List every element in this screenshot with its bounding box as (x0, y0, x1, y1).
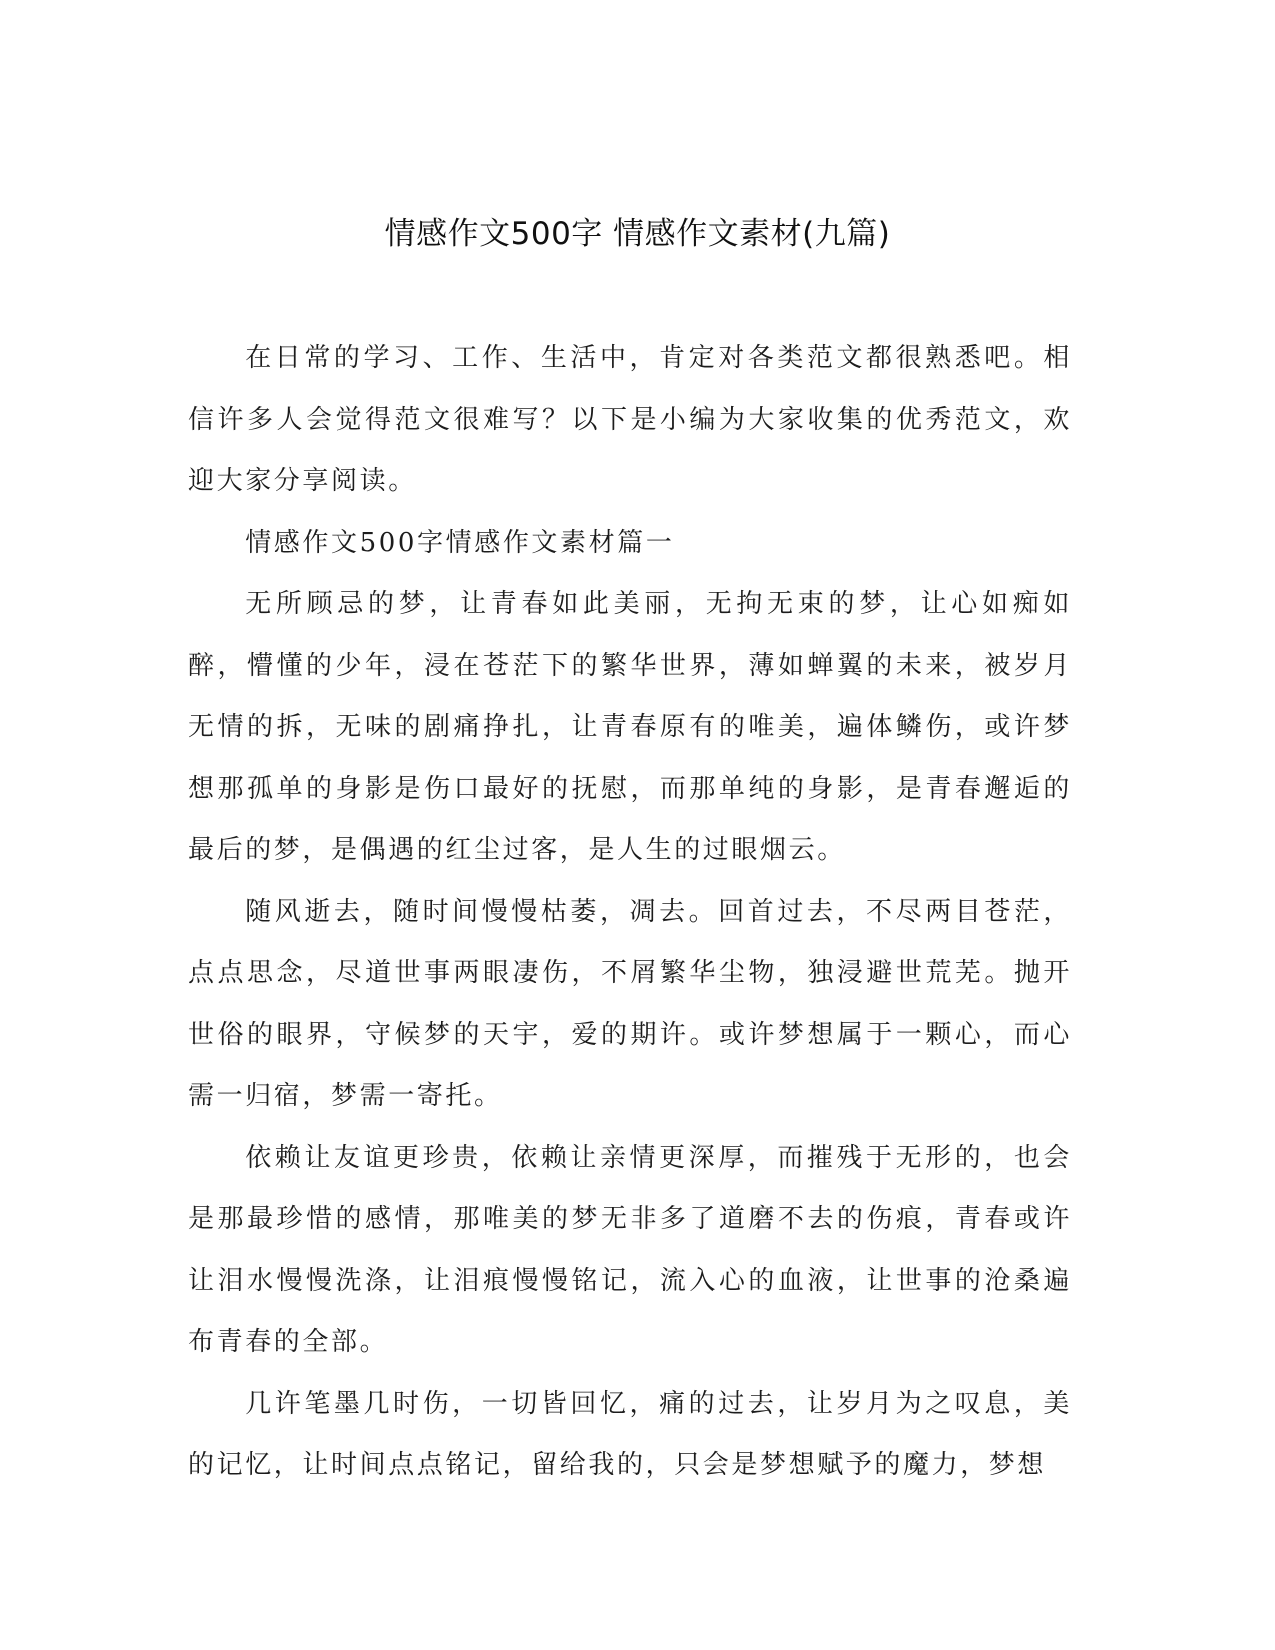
body-paragraph: 依赖让友谊更珍贵，依赖让亲情更深厚，而摧残于无形的，也会是那最珍惜的感情，那唯美的梦无非多了道磨不去的伤痕，青春或许让泪水慢慢洗涤，让泪痕慢慢铭记，流入心的血液，让世事的沧桑遍布青春的全部。 (188, 1142, 1072, 1357)
document-body (188, 328, 1072, 1497)
body-paragraph: 随风逝去，随时间慢慢枯萎，凋去。回首过去，不尽两目苍茫，点点思念，尽道世事两眼凄伤，不屑繁华尘物，独浸避世荒芜。抛开世俗的眼界，守候梦的天宇，爱的期许。或许梦想属于一颗心，而心需一归宿，梦需一寄托。 (188, 896, 1072, 1111)
section-heading: 情感作文500字情感作文素材篇一 (245, 527, 675, 558)
page-title: 情感作文500字 情感作文素材(九篇) (384, 216, 891, 252)
intro-paragraph: 在日常的学习、工作、生活中，肯定对各类范文都很熟悉吧。相信许多人会觉得范文很难写？以下是小编为大家收集的优秀范文，欢迎大家分享阅读。 (188, 343, 1072, 496)
body-paragraph: 无所顾忌的梦，让青春如此美丽，无拘无束的梦，让心如痴如醉，懵懂的少年，浸在苍茫下的繁华世界，薄如蝉翼的未来，被岁月无情的拆，无味的剧痛挣扎，让青春原有的唯美，遍体鳞伤，或许梦想那孤单的身影是伤口最好的抚慰，而那单纯的身影，是青春邂逅的最后的梦，是偶遇的红尘过客，是人生的过眼烟云。 (188, 589, 1072, 865)
body-paragraph: 几许笔墨几时伤，一切皆回忆，痛的过去，让岁月为之叹息，美的记忆，让时间点点铭记，留给我的，只会是梦想赋予的魔力，梦想 (188, 1388, 1072, 1480)
